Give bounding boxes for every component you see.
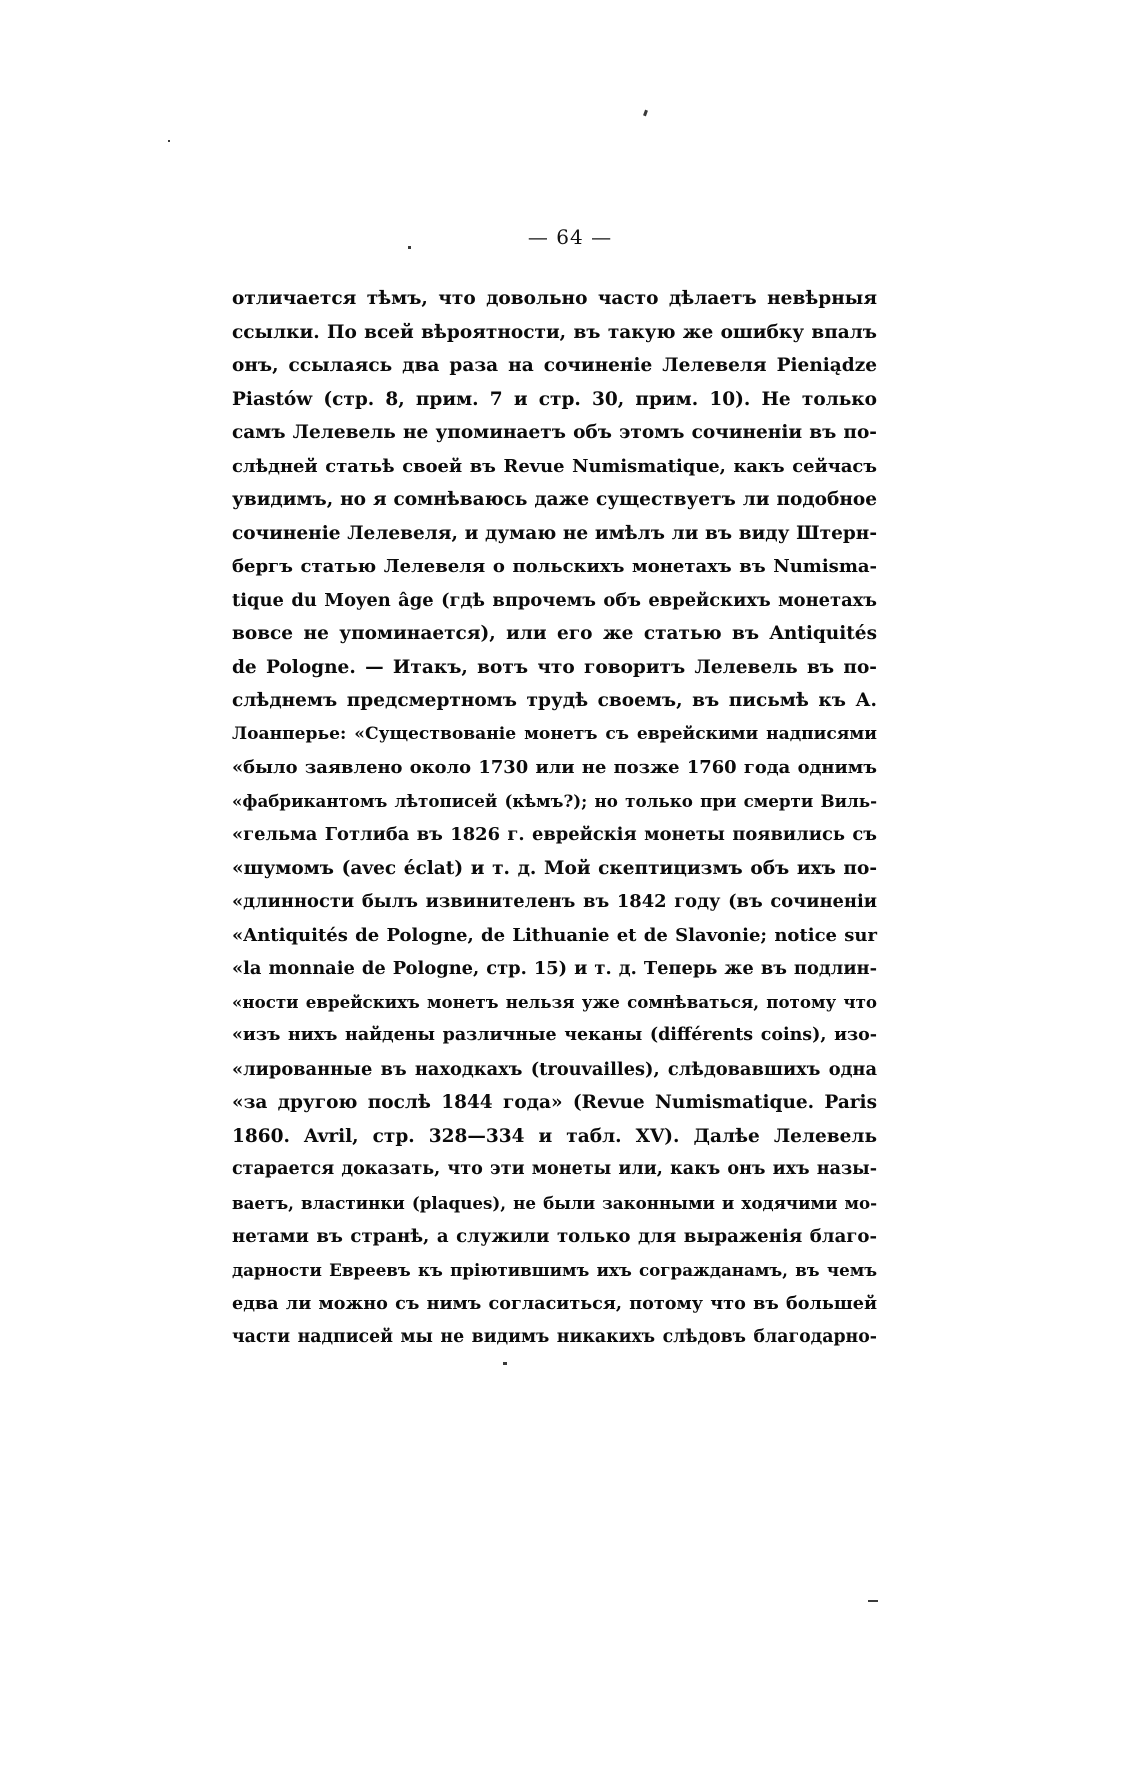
text-line: вовсе не упоминается), или его же статью въ Antiquités: [232, 623, 877, 644]
text-line: дарности Евреевъ къ пріютившимъ ихъ согражданамъ, въ чемъ: [232, 1259, 877, 1280]
scan-speck: [503, 1362, 507, 1365]
text-line: «длинности былъ извинителенъ въ 1842 году (въ сочиненіи: [232, 891, 877, 912]
text-line: «гельма Готлиба въ 1826 г. еврейскія монеты появились съ: [232, 824, 877, 845]
text-line: бергъ статью Лелевеля о польскихъ монетахъ въ Numisma-: [232, 556, 877, 577]
scan-speck: [643, 110, 648, 117]
scan-speck: [408, 246, 411, 249]
text-line: 1860. Avril, стр. 328—334 и табл. XV). Далѣе Лелевель: [232, 1125, 877, 1147]
text-line: «лированные въ находкахъ (trouvailles), слѣдовавшихъ одна: [232, 1058, 877, 1080]
text-line: отличается тѣмъ, что довольно часто дѣлаетъ невѣрныя: [232, 288, 877, 309]
text-line: ссылки. По всей вѣроятности, въ такую же ошибку впалъ: [232, 321, 877, 343]
text-line: «изъ нихъ найдены различные чеканы (différents coins), изо-: [232, 1025, 877, 1045]
text-line: самъ Лелевель не упоминаетъ объ этомъ сочиненіи въ по-: [232, 422, 877, 443]
scan-speck: [868, 1600, 878, 1602]
text-line: онъ, ссылаясь два раза на сочиненіе Лелевеля Pieniądze: [232, 355, 877, 376]
text-line: «шумомъ (avec éclat) и т. д. Мой скептицизмъ объ ихъ по-: [232, 857, 877, 879]
text-line: ваетъ, властинки (plaques), не были законными и ходячими мо-: [232, 1192, 877, 1213]
text-line: слѣднемъ предсмертномъ трудѣ своемъ, въ письмѣ къ А.: [232, 690, 877, 711]
text-line: «ности еврейскихъ монетъ нельзя уже сомнѣваться, потому что: [232, 991, 877, 1012]
page-number: — 64 —: [527, 225, 613, 249]
text-line: нетами въ странѣ, а служили только для выраженія благо-: [232, 1226, 877, 1247]
text-line: Лоанперье: «Существованіе монетъ съ еврейскими надписями: [232, 723, 877, 744]
text-line: «за другою послѣ 1844 года» (Revue Numismatique. Paris: [232, 1092, 877, 1113]
text-line: Piastów (стр. 8, прим. 7 и стр. 30, прим. 10). Не только: [232, 388, 877, 410]
text-line: части надписей мы не видимъ никакихъ слѣдовъ благодарно-: [232, 1326, 877, 1347]
text-line: «фабрикантомъ лѣтописей (кѣмъ?); но только при смерти Виль-: [232, 790, 877, 811]
text-line: старается доказать, что эти монеты или, какъ онъ ихъ назы-: [232, 1159, 877, 1179]
scan-speck: [168, 140, 170, 142]
text-line: «Antiquités de Pologne, de Lithuanie et de Slavonie; notice sur: [232, 924, 877, 946]
text-line: сочиненіе Лелевеля, и думаю не имѣлъ ли въ виду Штерн-: [232, 522, 877, 544]
text-line: tique du Moyen âge (гдѣ впрочемъ объ еврейскихъ монетахъ: [232, 589, 877, 611]
text-line: de Pologne. — Итакъ, вотъ что говоритъ Лелевель въ по-: [232, 656, 877, 678]
text-line: слѣдней статьѣ своей въ Revue Numismatique, какъ сейчасъ: [232, 455, 877, 477]
text-line: увидимъ, но я сомнѣваюсь даже существуетъ ли подобное: [232, 489, 877, 510]
text-line: едва ли можно съ нимъ согласиться, потому что въ большей: [232, 1293, 877, 1314]
text-line: «было заявлено около 1730 или не позже 1760 года однимъ: [232, 757, 877, 778]
body-text: [232, 282, 877, 1354]
text-line: «la monnaie de Pologne, стр. 15) и т. д. Теперь же въ подлин-: [232, 958, 877, 979]
